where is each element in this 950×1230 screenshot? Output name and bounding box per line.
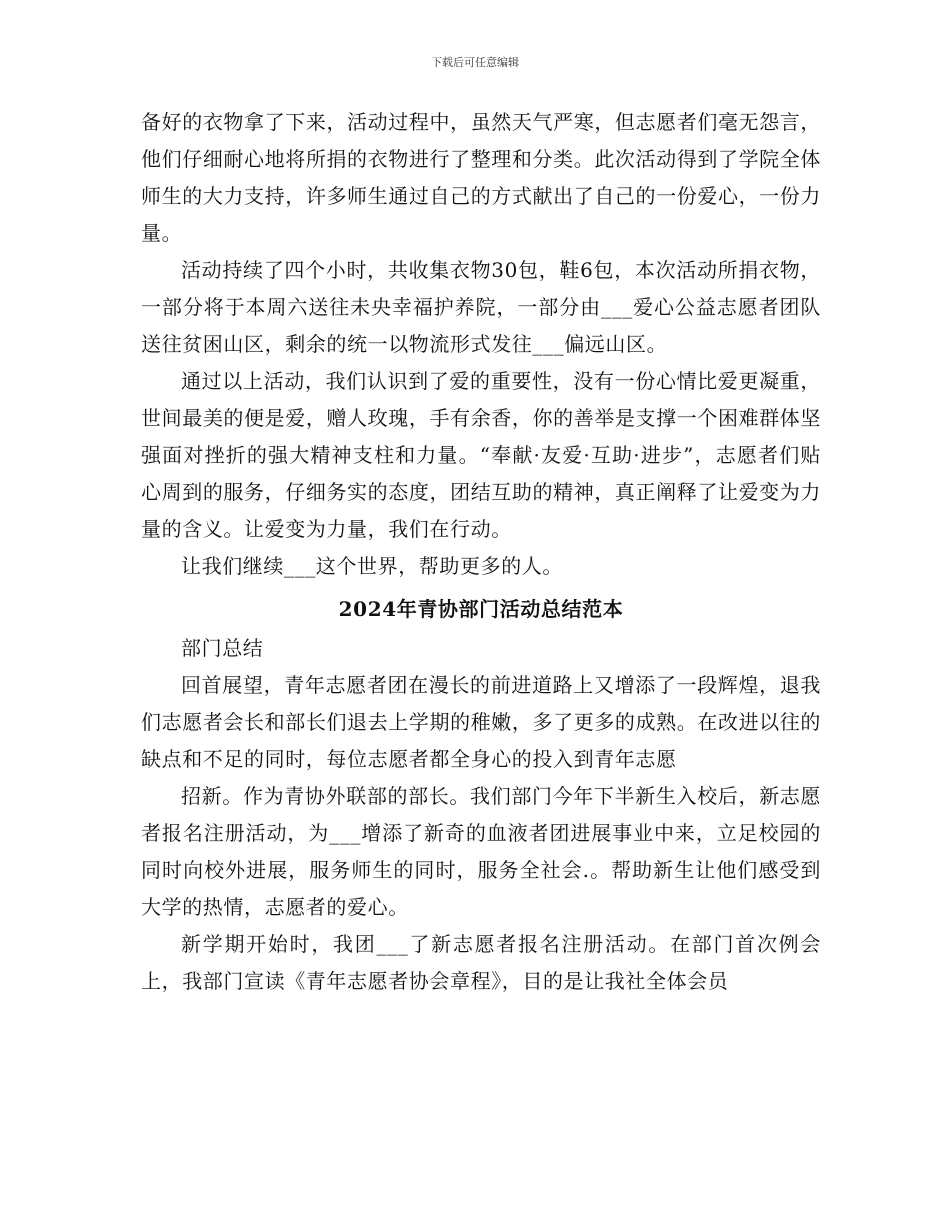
paragraph: 让我们继续___这个世界，帮助更多的人。 — [181, 554, 563, 578]
paragraph: 备好的衣物拿了下来，活动过程中，虽然天气严寒，但志愿者们毫无怨言，他们仔细耐心地将所捐的衣物进行了整理和分类。此次活动得到了学院全体师生的大力支持，许多师生通过自己的方式献出了自己的一份爱心，一份力量。 — [141, 110, 821, 245]
paragraph: 部门总结 — [181, 636, 264, 660]
paragraph: 通过以上活动，我们认识到了爱的重要性，没有一份心情比爱更凝重，世间最美的便是爱，赠人玫瑰，手有余香，你的善举是支撑一个困难群体坚强面对挫折的强大精神支柱和力量。“奉献·友爱·互助·进步”，志愿者们贴心周到的服务，仔细务实的态度，团结互助的精神，真正阐释了让爱变为力量的含义。让爱变为力量，我们在行动。 — [141, 369, 821, 541]
section-title: 2024年青协部门活动总结范本 — [338, 597, 624, 621]
paragraph: 新学期开始时，我团___了新志愿者报名注册活动。在部门首次例会上，我部门宣读《青年志愿者协会章程》，目的是让我社全体会员 — [141, 932, 821, 993]
paragraph: 活动持续了四个小时，共收集衣物30包，鞋6包，本次活动所捐衣物，一部分将于本周六送往未央幸福护养院，一部分由___爱心公益志愿者团队送往贫困山区，剩余的统一以物流形式发往___偏远山区。 — [141, 258, 821, 356]
document-body — [141, 104, 821, 1000]
paragraph: 招新。作为青协外联部的部长。我们部门今年下半新生入校后，新志愿者报名注册活动，为___增添了新奇的血液者团进展事业中来，立足校园的同时向校外进展，服务师生的同时，服务全社会.。帮助新生让他们感受到大学的热情，志愿者的爱心。 — [141, 784, 821, 919]
paragraph: 回首展望，青年志愿者团在漫长的前进道路上又增添了一段辉煌，退我们志愿者会长和部长们退去上学期的稚嫩，多了更多的成熟。在改进以往的缺点和不足的同时，每位志愿者都全身心的投入到青年志愿 — [141, 673, 821, 771]
page-header: 下载后可任意编辑 — [431, 56, 519, 69]
